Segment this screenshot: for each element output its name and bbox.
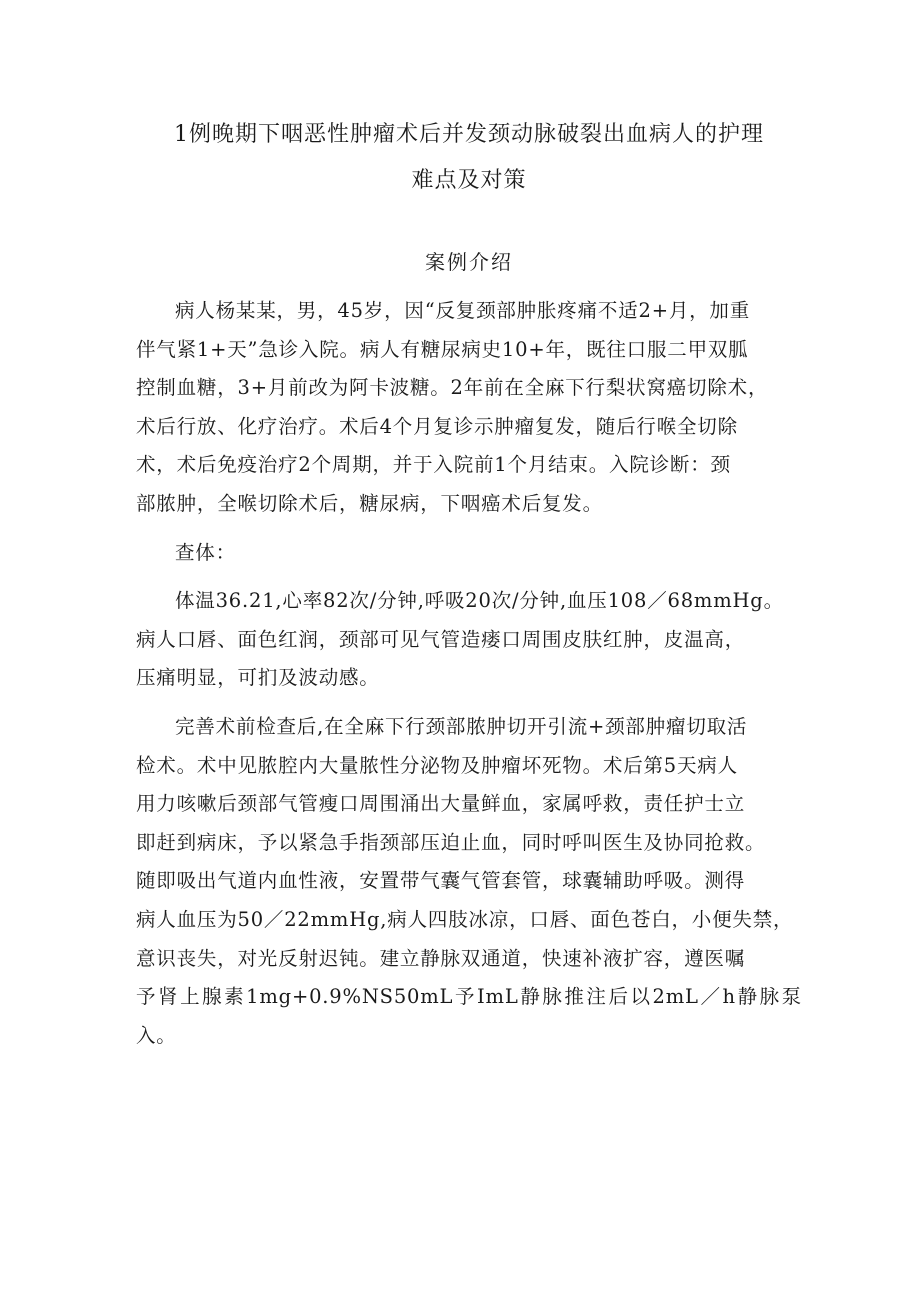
text-line: 术后行放、化疗治疗。术后4个月复诊示肿瘤复发，随后行喉全切除 (136, 414, 738, 438)
text-line: 病人血压为50／22mmHg,病人四肢冰凉，口唇、面色苍白，小便失禁， (136, 907, 794, 931)
text-line: 随即吸出气道内血性液，安置带气囊气管套管，球囊辅助呼吸。测得 (136, 869, 746, 893)
text-line: 予肾上腺素1mg+0.9%NS50mL予ImL静脉推注后以2mL／h静脉泵入。 (136, 985, 802, 1047)
text-line: 意识丧失，对光反射迟钝。建立静脉双通道，快速补液扩容，遵医嘱 (136, 946, 746, 970)
text-line: 控制血糖，3+月前改为阿卡波糖。2年前在全麻下行梨状窝癌切除术， (136, 376, 769, 400)
text-line: 查体： (175, 540, 236, 564)
text-line: 病人杨某某，男，45岁，因“反复颈部肿胀疼痛不适2+月，加重 (175, 299, 751, 322)
paragraph-vital-signs (136, 582, 802, 698)
text-line: 术，术后免疫治疗2个周期，并于入院前1个月结束。入院诊断：颈 (136, 453, 731, 477)
text-line: 伴气紧1+天”急诊入院。病人有糖尿病史10+年，既往口服二甲双胍 (136, 337, 749, 361)
text-line: 压痛明显，可扪及波动感。 (136, 666, 380, 690)
document-title-line-1: 1例晚期下咽恶性肿瘤术后并发颈动脉破裂出血病人的护理 (174, 122, 764, 147)
text-line: 完善术前检查后,在全麻下行颈部脓肿切开引流+颈部肿瘤切取活 (175, 714, 748, 738)
text-line: 体温36.21,心率82次/分钟,呼吸20次/分钟,血压108／68mmHg。 (175, 589, 784, 613)
section-heading: 案例介绍 (425, 250, 513, 274)
document-title-line-2: 难点及对策 (411, 168, 527, 193)
paragraph-patient-history (136, 292, 802, 524)
paragraph-exam-heading (136, 534, 802, 573)
text-line: 部脓肿，全喉切除术后，糖尿病，下咽癌术后复发。 (136, 491, 603, 515)
text-line: 病人口唇、面色红润，颈部可见气管造瘘口周围皮肤红肿，皮温高， (136, 627, 746, 651)
paragraph-surgery-and-rescue (136, 708, 802, 1055)
text-line: 用力咳嗽后颈部气管瘦口周围涌出大量鲜血，家属呼救，责任护士立 (136, 792, 746, 816)
text-line: 检术。术中见脓腔内大量脓性分泌物及肿瘤坏死物。术后第5天病人 (136, 753, 738, 777)
text-line: 即赶到病床，予以紧急手指颈部压迫止血，同时呼叫医生及协同抢救。 (136, 830, 766, 854)
